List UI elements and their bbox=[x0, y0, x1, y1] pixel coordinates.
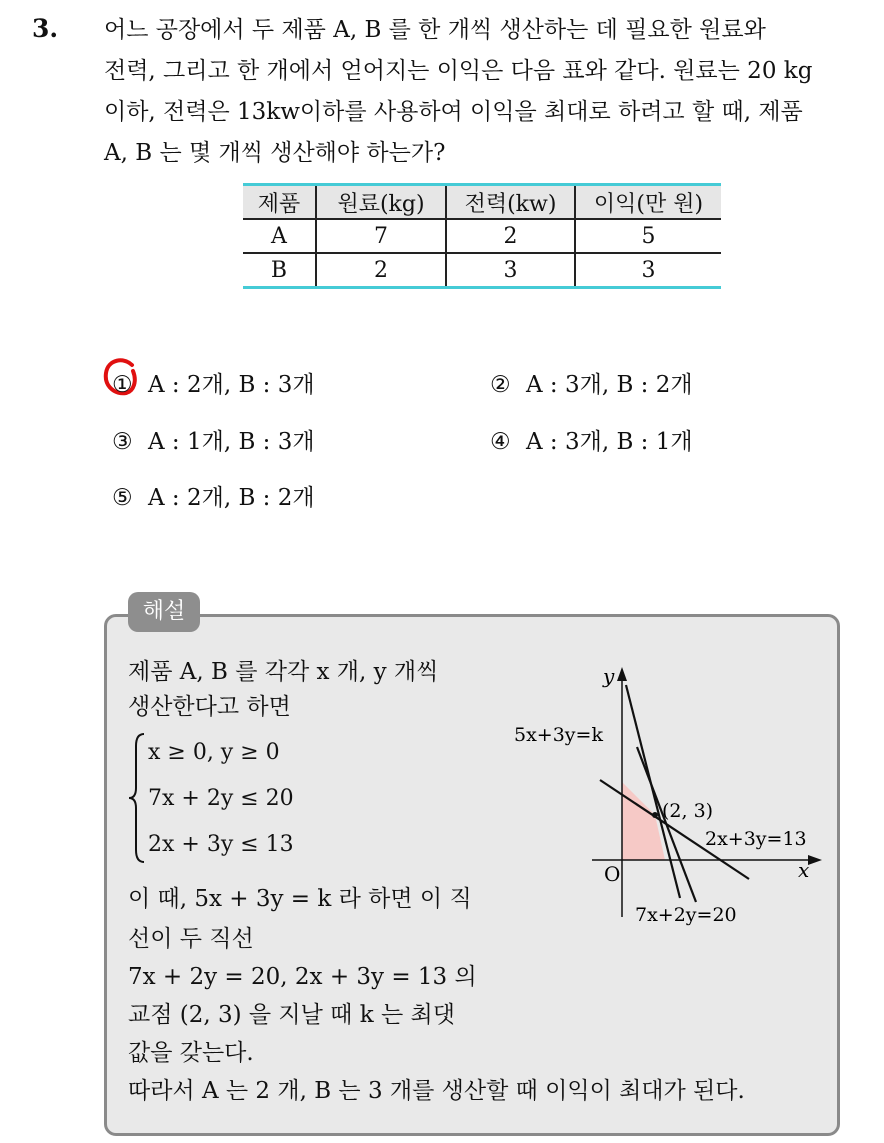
choice-3[interactable] bbox=[112, 423, 315, 456]
choice-number: ② bbox=[490, 372, 511, 398]
table-cell: 2 bbox=[316, 253, 446, 288]
table-row bbox=[243, 253, 721, 288]
choice-number: ① bbox=[112, 372, 133, 398]
choice-text: A : 2개, B : 2개 bbox=[148, 485, 315, 511]
solution-body-line: 교점 (2, 3) 을 지날 때 k 는 최댓 bbox=[128, 1002, 455, 1028]
question-line: 이하, 전력은 13kw이하를 사용하여 이익을 최대로 하려고 할 때, 제품 bbox=[104, 99, 803, 125]
question-number: 3. bbox=[32, 14, 59, 43]
choice-number: ⑤ bbox=[112, 485, 133, 511]
solution-conclusion: 따라서 A 는 2 개, B 는 3 개를 생산할 때 이익이 최대가 된다. bbox=[128, 1078, 745, 1104]
inequality-system bbox=[128, 732, 298, 864]
choice-1[interactable] bbox=[112, 366, 315, 399]
table-cell: A bbox=[243, 219, 316, 253]
table-header-row bbox=[243, 185, 721, 220]
origin-label: O bbox=[604, 862, 621, 886]
question-line: 전력, 그리고 한 개에서 얻어지는 이익은 다음 표와 같다. 원료는 20 kg bbox=[104, 58, 813, 84]
intersection-label: (2, 3) bbox=[662, 800, 714, 822]
choice-number: ④ bbox=[490, 429, 511, 455]
choice-text: A : 3개, B : 2개 bbox=[526, 372, 693, 398]
choice-number: ③ bbox=[112, 429, 133, 455]
table-header-cell: 원료(kg) bbox=[316, 185, 446, 220]
solution-intro-line: 생산한다고 하면 bbox=[128, 694, 291, 720]
constraint-label-2x3y: 2x+3y=13 bbox=[705, 828, 807, 850]
table-header-cell: 전력(kw) bbox=[446, 185, 575, 220]
inequality-line: x ≥ 0, y ≥ 0 bbox=[148, 740, 280, 765]
choice-text: A : 3개, B : 1개 bbox=[526, 429, 693, 455]
table-row bbox=[243, 219, 721, 253]
solution-tag: 해설 bbox=[128, 592, 200, 632]
table-cell: 2 bbox=[446, 219, 575, 253]
table-cell: B bbox=[270, 257, 288, 283]
intersection-point bbox=[652, 812, 658, 818]
x-axis-arrow-icon bbox=[808, 855, 822, 865]
table-cell: 3 bbox=[575, 253, 721, 288]
table-cell: 3 bbox=[446, 253, 575, 288]
left-brace-icon bbox=[128, 732, 146, 864]
table-header-cell: 이익(만 원) bbox=[575, 185, 721, 220]
objective-line-label: 5x+3y=k bbox=[514, 724, 603, 746]
y-axis-arrow-icon bbox=[617, 667, 627, 681]
solution-body-line: 이 때, 5x + 3y = k 라 하면 이 직 bbox=[128, 886, 472, 912]
table-cell: 7 bbox=[316, 219, 446, 253]
solution-intro-line: 제품 A, B 를 각각 x 개, y 개씩 bbox=[128, 659, 439, 685]
inequality-line: 7x + 2y ≤ 20 bbox=[148, 786, 294, 811]
table-cell: 5 bbox=[575, 219, 721, 253]
table-header-cell: 제품 bbox=[243, 185, 316, 220]
constraint-label-7x2y: 7x+2y=20 bbox=[635, 904, 737, 926]
question-line: 어느 공장에서 두 제품 A, B 를 한 개씩 생산하는 데 필요한 원료와 bbox=[104, 17, 766, 43]
x-axis-label: x bbox=[798, 858, 810, 882]
feasible-region bbox=[622, 782, 665, 860]
y-axis-label: y bbox=[603, 664, 615, 688]
solution-body-line: 선이 두 직선 bbox=[128, 926, 254, 952]
feasible-region-graph bbox=[500, 655, 830, 930]
solution-body-line: 값을 갖는다. bbox=[128, 1040, 254, 1066]
solution-body-line: 7x + 2y = 20, 2x + 3y = 13 의 bbox=[128, 964, 477, 990]
inequality-line: 2x + 3y ≤ 13 bbox=[148, 832, 294, 857]
choice-4[interactable] bbox=[490, 423, 693, 456]
question-text bbox=[104, 10, 864, 174]
choice-2[interactable] bbox=[490, 366, 693, 399]
product-table bbox=[243, 183, 721, 289]
choice-text: A : 1개, B : 3개 bbox=[148, 429, 315, 455]
choice-5[interactable] bbox=[112, 479, 315, 512]
question-line: A, B 는 몇 개씩 생산해야 하는가? bbox=[104, 140, 446, 166]
choice-text: A : 2개, B : 3개 bbox=[148, 372, 315, 398]
